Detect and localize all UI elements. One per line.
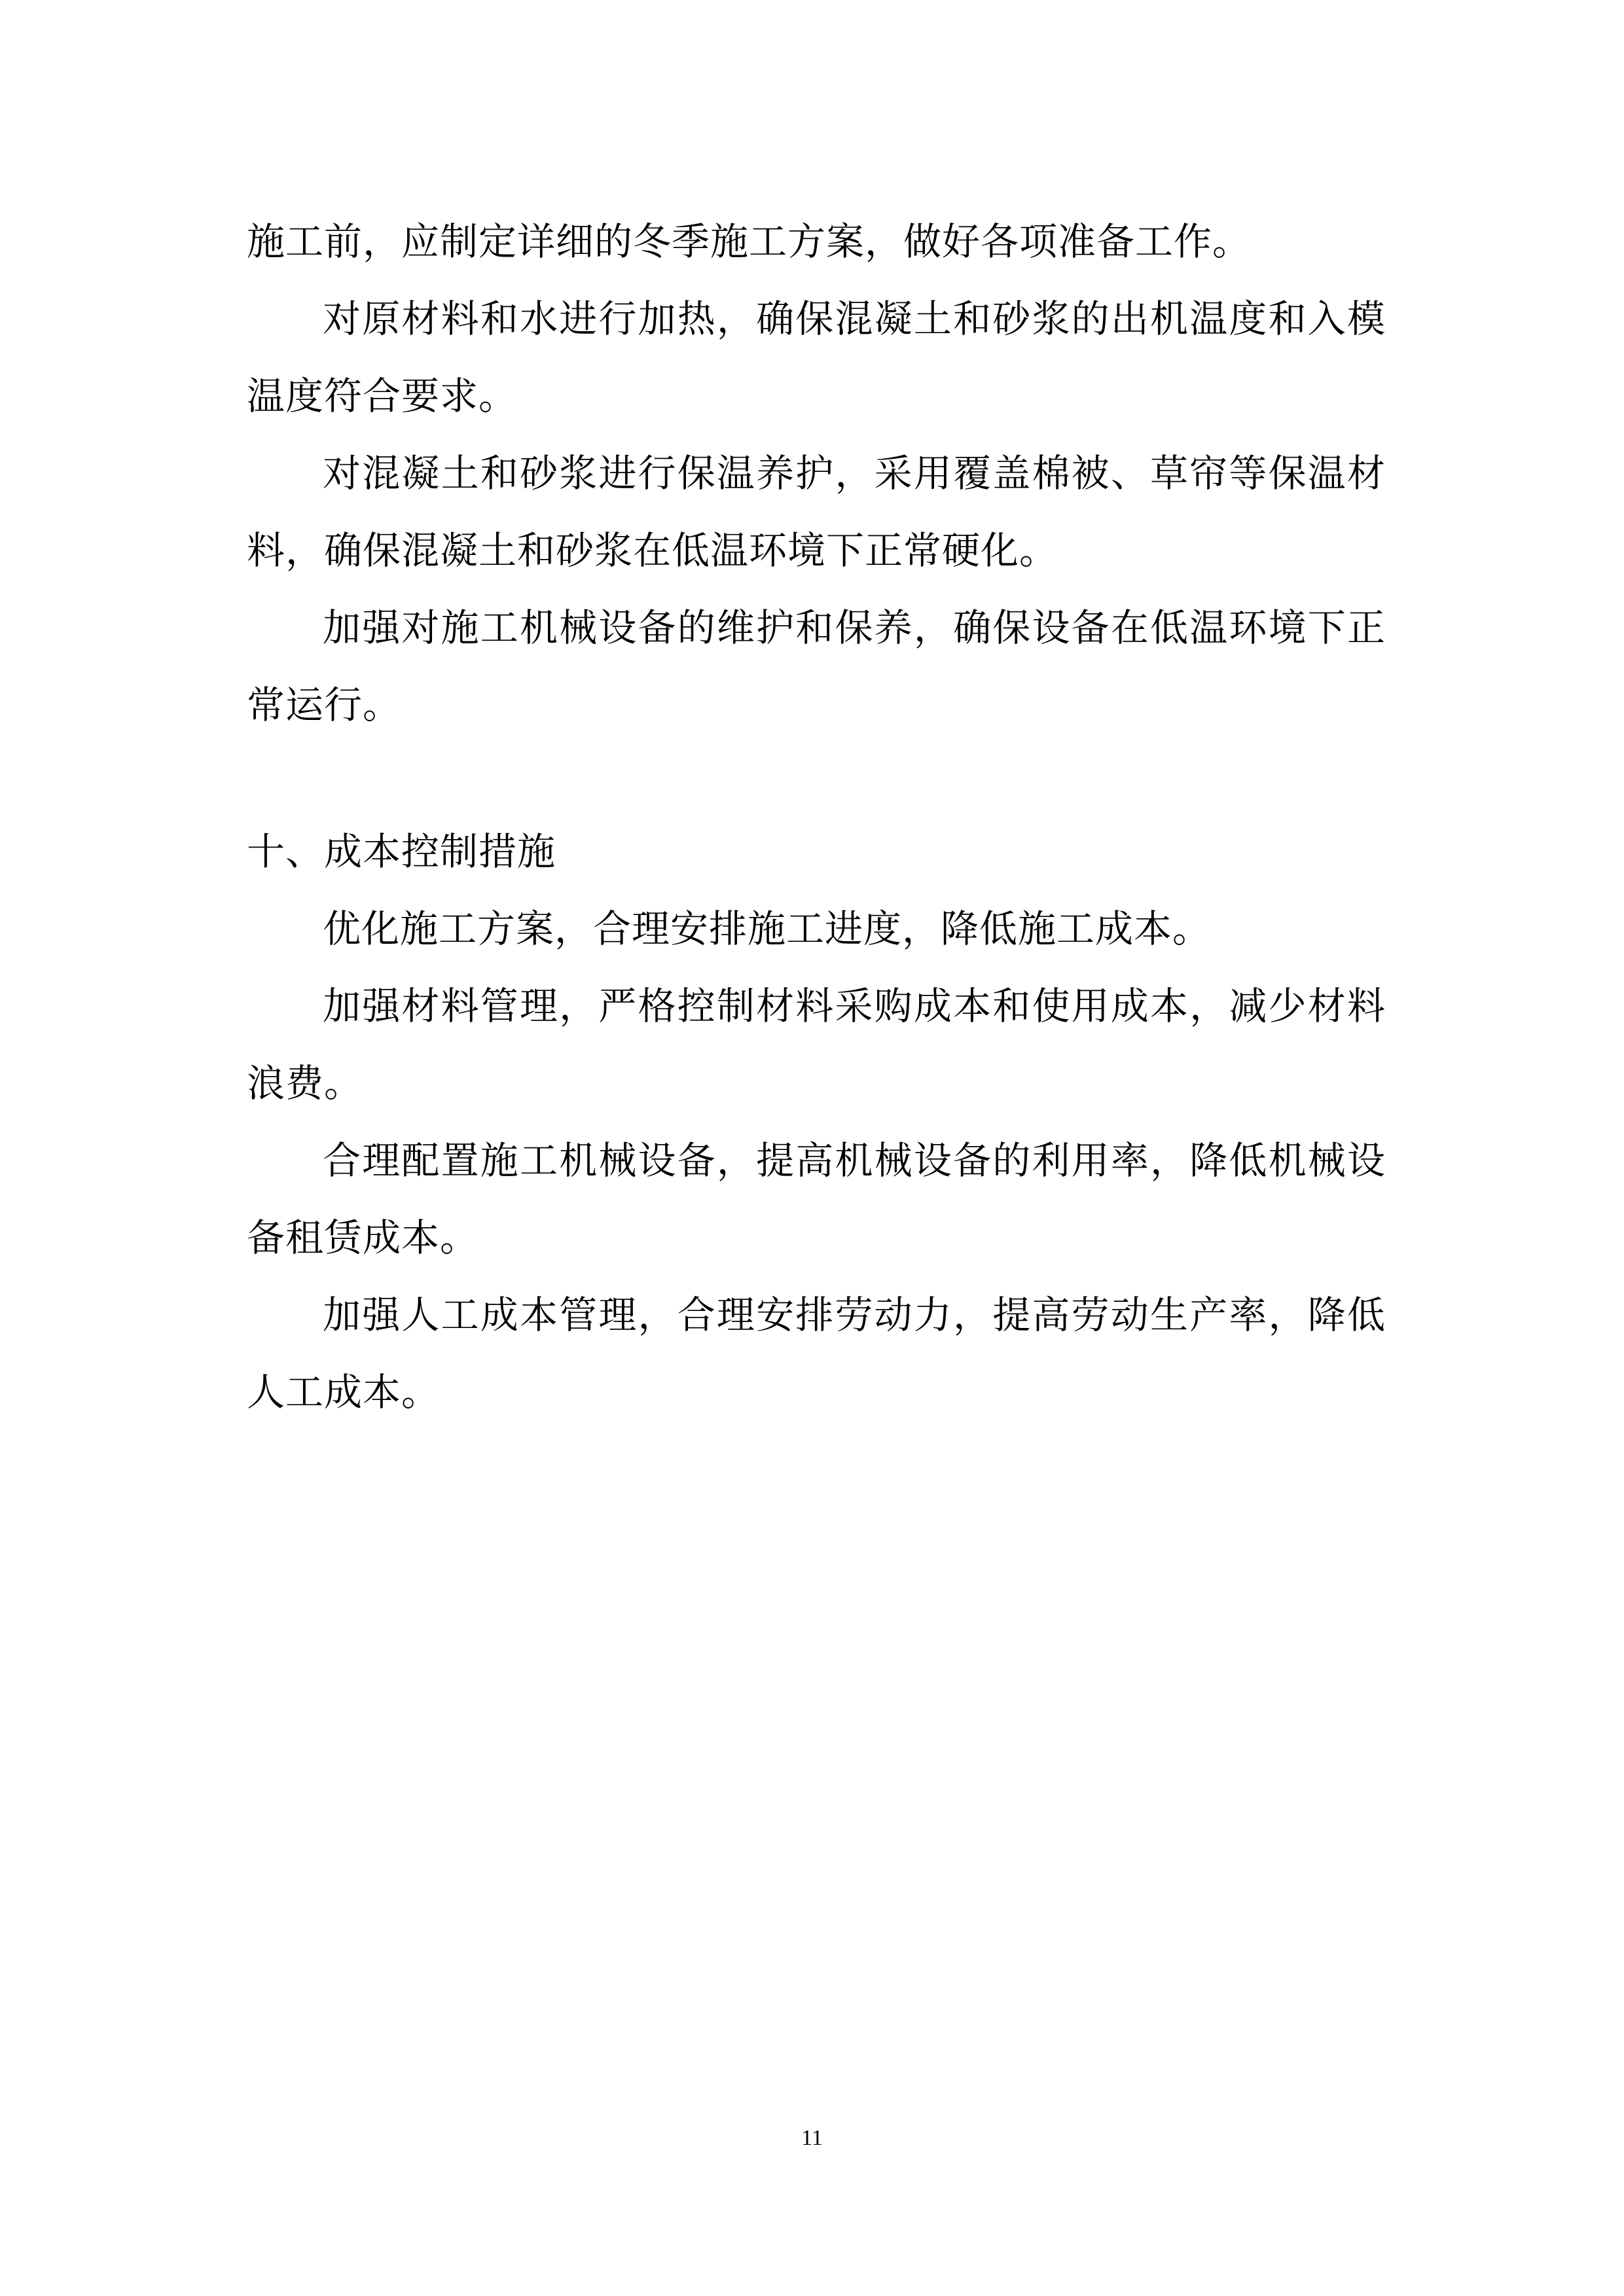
paragraph-material-management: 加强材料管理，严格控制材料采购成本和使用成本，减少材料浪费。 <box>247 984 1386 1105</box>
paragraph-heat-materials: 对原材料和水进行加热，确保混凝土和砂浆的出机温度和入模温度符合要求。 <box>247 296 1386 418</box>
paragraph-equipment-maintenance: 加强对施工机械设备的维护和保养，确保设备在低温环境下正常运行。 <box>247 605 1386 727</box>
paragraph-optimize-plan: 优化施工方案，合理安排施工进度，降低施工成本。 <box>323 906 1212 951</box>
paragraph-insulation-curing: 对混凝土和砂浆进行保温养护，采用覆盖棉被、草帘等保温材料，确保混凝土和砂浆在低温环境下正常硬化。 <box>247 451 1386 573</box>
section-heading: 十、成本控制措施 <box>247 829 556 874</box>
paragraph-equipment-allocation: 合理配置施工机械设备，提高机械设备的利用率，降低机械设备租赁成本。 <box>247 1138 1386 1260</box>
document-body <box>247 203 1386 1431</box>
paragraph-winter-plan: 施工前，应制定详细的冬季施工方案，做好各项准备工作。 <box>247 219 1252 264</box>
paragraph-labor-cost: 加强人工成本管理，合理安排劳动力，提高劳动生产率，降低人工成本。 <box>247 1293 1386 1414</box>
page-number: 11 <box>801 2126 823 2150</box>
